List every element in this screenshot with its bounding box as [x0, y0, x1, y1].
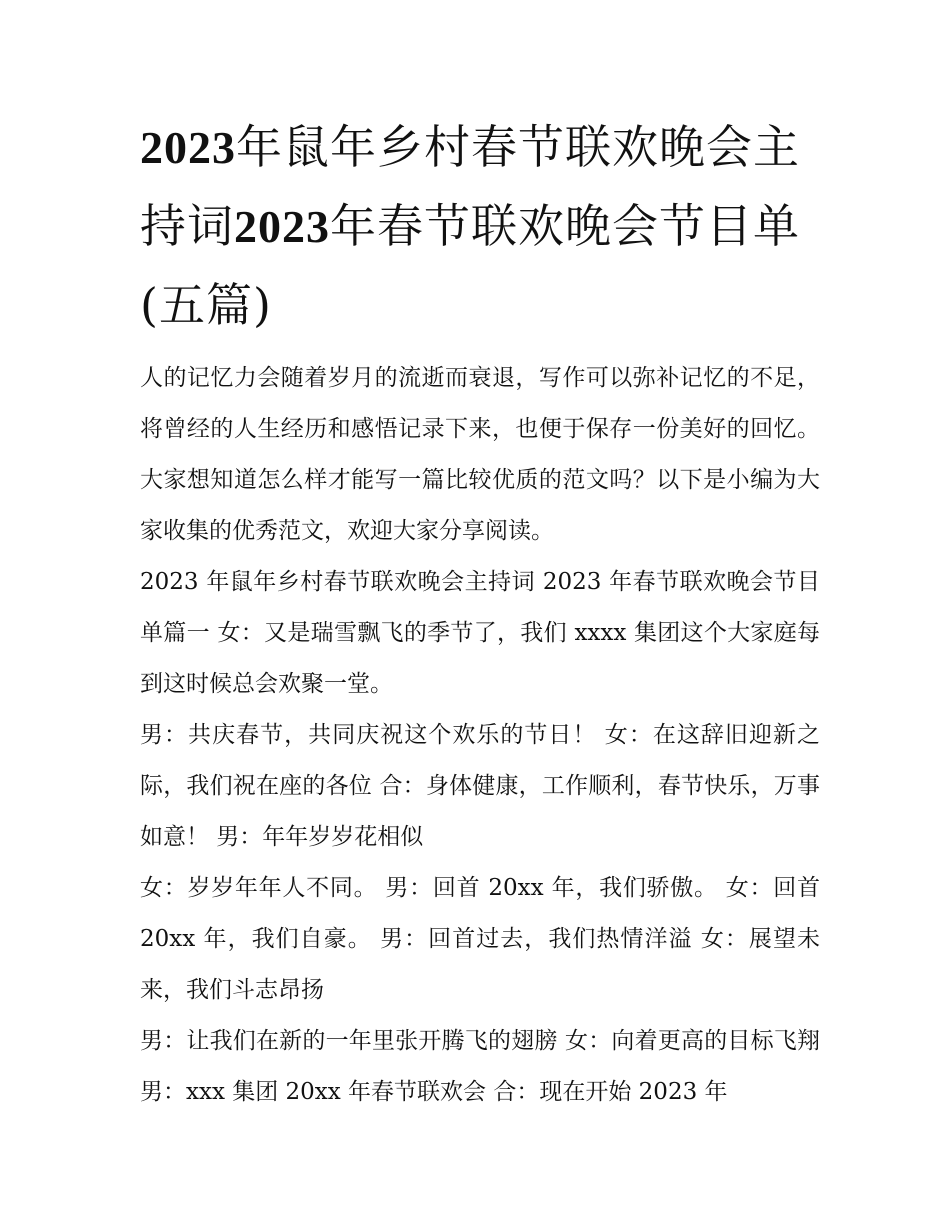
- body-paragraph: 女：岁岁年年人不同。 男：回首 20xx 年，我们骄傲。 女：回首 20xx 年，我们自豪。 男：回首过去，我们热情洋溢 女：展望未来，我们斗志昂扬: [140, 875, 820, 1003]
- intro-paragraph: 人的记忆力会随着岁月的流逝而衰退，写作可以弥补记忆的不足，将曾经的人生经历和感悟记录下来，也便于保存一份美好的回忆。大家想知道怎么样才能写一篇比较优质的范文吗？以下是小编为大家收集的优秀范文，欢迎大家分享阅读。: [140, 365, 820, 544]
- title-year-2: 2023: [234, 201, 330, 252]
- body-paragraph: 男：共庆春节，共同庆祝这个欢乐的节日！ 女：在这辞旧迎新之际，我们祝在座的各位 合：身体健康，工作顺利，春节快乐，万事如意！ 男：年年岁岁花相似: [140, 722, 820, 850]
- title-text-1: 年鼠年乡村春节联欢晚会主持词: [140, 120, 800, 253]
- title-year-1: 2023: [140, 122, 236, 173]
- document-title: [140, 108, 820, 345]
- body-paragraph: 男：让我们在新的一年里张开腾飞的翅膀 女：向着更高的目标飞翔 男：xxx 集团 20xx 年春节联欢会 合：现在开始 2023 年: [140, 1028, 820, 1105]
- title-text-2: 年春节联欢晚会节目单(五篇): [140, 199, 800, 332]
- document-page: [140, 108, 820, 1118]
- body-paragraph: 2023 年鼠年乡村春节联欢晚会主持词 2023 年春节联欢晚会节目单篇一 女：又是瑞雪飘飞的季节了，我们 xxxx 集团这个大家庭每到这时候总会欢聚一堂。: [140, 569, 820, 697]
